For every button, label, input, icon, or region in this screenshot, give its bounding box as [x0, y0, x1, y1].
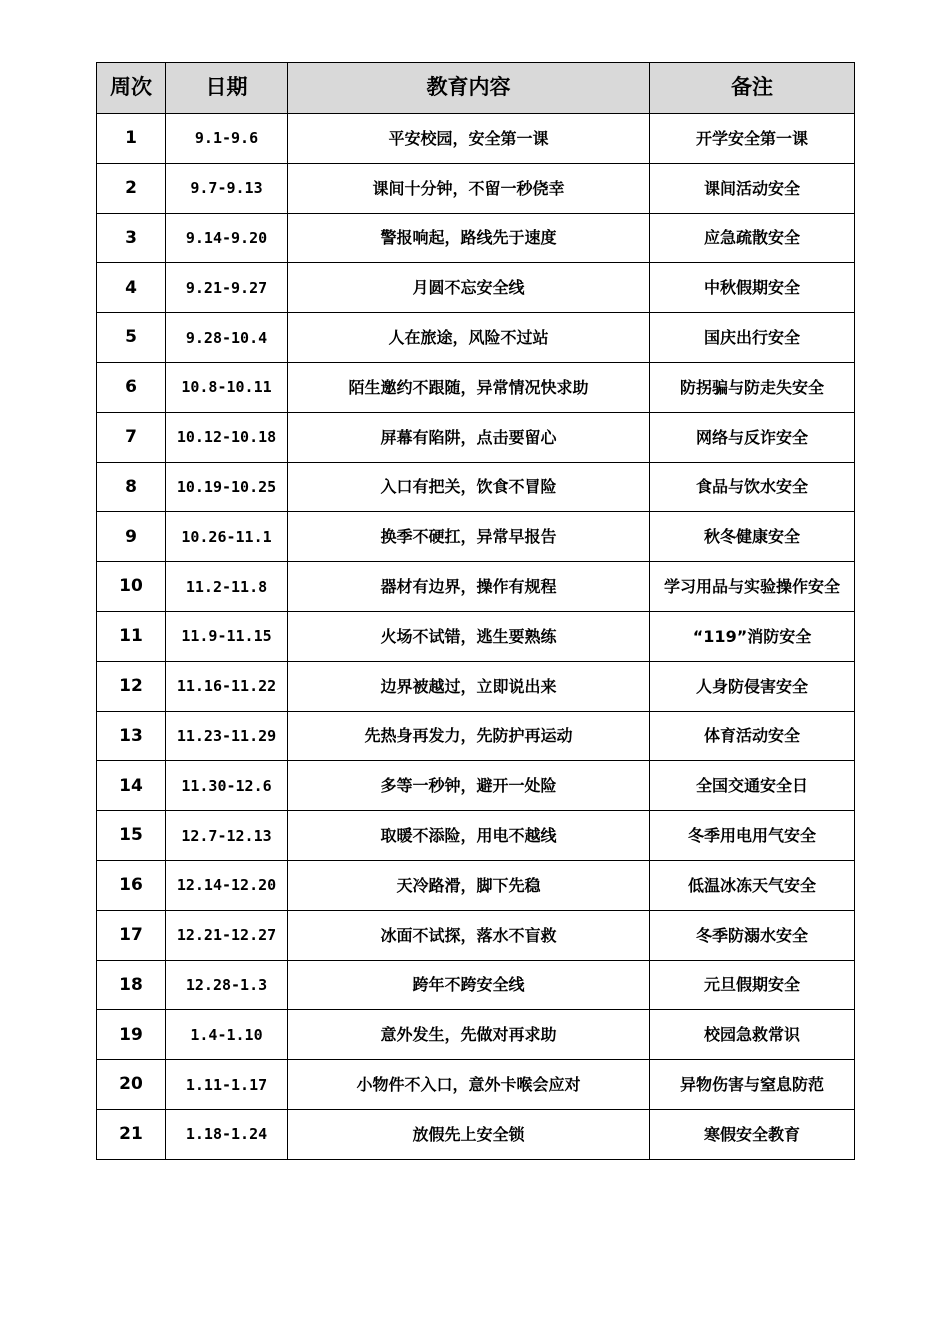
week-cell: 9: [97, 512, 166, 562]
table-row: [97, 960, 855, 1010]
note-cell: 开学安全第一课: [650, 114, 855, 164]
content-cell: 人在旅途，风险不过站: [288, 313, 650, 363]
content-cell: 课间十分钟，不留一秒侥幸: [288, 163, 650, 213]
date-cell: 9.28-10.4: [166, 313, 288, 363]
date-cell: 12.28-1.3: [166, 960, 288, 1010]
table-row: [97, 313, 855, 363]
note-cell: 学习用品与实验操作安全: [650, 562, 855, 612]
content-cell: 跨年不跨安全线: [288, 960, 650, 1010]
week-cell: 18: [97, 960, 166, 1010]
table-row: [97, 263, 855, 313]
date-cell: 9.14-9.20: [166, 213, 288, 263]
table-header: [97, 63, 855, 114]
table-row: [97, 512, 855, 562]
date-cell: 12.14-12.20: [166, 860, 288, 910]
table-row: [97, 163, 855, 213]
week-cell: 19: [97, 1010, 166, 1060]
content-cell: 陌生邀约不跟随，异常情况快求助: [288, 362, 650, 412]
week-cell: 20: [97, 1060, 166, 1110]
note-cell: 体育活动安全: [650, 711, 855, 761]
note-cell: 寒假安全教育: [650, 1109, 855, 1159]
week-cell: 13: [97, 711, 166, 761]
table-row: [97, 910, 855, 960]
table-row: [97, 860, 855, 910]
content-cell: 冰面不试探，落水不盲救: [288, 910, 650, 960]
week-cell: 6: [97, 362, 166, 412]
content-cell: 边界被越过，立即说出来: [288, 661, 650, 711]
note-cell: 中秋假期安全: [650, 263, 855, 313]
safety-education-schedule-table: [96, 62, 855, 1160]
date-cell: 12.21-12.27: [166, 910, 288, 960]
table-row: [97, 412, 855, 462]
table-row: [97, 661, 855, 711]
week-cell: 15: [97, 811, 166, 861]
content-cell: 天冷路滑，脚下先稳: [288, 860, 650, 910]
content-cell: 警报响起，路线先于速度: [288, 213, 650, 263]
note-cell: 应急疏散安全: [650, 213, 855, 263]
date-cell: 9.7-9.13: [166, 163, 288, 213]
note-cell: “119”消防安全: [650, 611, 855, 661]
week-cell: 14: [97, 761, 166, 811]
date-cell: 11.16-11.22: [166, 661, 288, 711]
note-cell: 冬季用电用气安全: [650, 811, 855, 861]
week-cell: 21: [97, 1109, 166, 1159]
date-cell: 12.7-12.13: [166, 811, 288, 861]
date-cell: 11.2-11.8: [166, 562, 288, 612]
table-row: [97, 761, 855, 811]
note-cell: 秋冬健康安全: [650, 512, 855, 562]
week-cell: 5: [97, 313, 166, 363]
date-cell: 11.30-12.6: [166, 761, 288, 811]
table-row: [97, 611, 855, 661]
table-row: [97, 462, 855, 512]
content-cell: 多等一秒钟，避开一处险: [288, 761, 650, 811]
note-cell: 元旦假期安全: [650, 960, 855, 1010]
content-cell: 火场不试错，逃生要熟练: [288, 611, 650, 661]
week-cell: 4: [97, 263, 166, 313]
table-row: [97, 811, 855, 861]
content-cell: 先热身再发力，先防护再运动: [288, 711, 650, 761]
note-cell: 异物伤害与窒息防范: [650, 1060, 855, 1110]
date-cell: 10.19-10.25: [166, 462, 288, 512]
note-cell: 国庆出行安全: [650, 313, 855, 363]
date-cell: 1.18-1.24: [166, 1109, 288, 1159]
note-cell: 全国交通安全日: [650, 761, 855, 811]
note-cell: 防拐骗与防走失安全: [650, 362, 855, 412]
week-cell: 16: [97, 860, 166, 910]
note-cell: 人身防侵害安全: [650, 661, 855, 711]
week-cell: 12: [97, 661, 166, 711]
table-row: [97, 114, 855, 164]
note-cell: 食品与饮水安全: [650, 462, 855, 512]
note-cell: 网络与反诈安全: [650, 412, 855, 462]
date-cell: 10.8-10.11: [166, 362, 288, 412]
week-cell: 17: [97, 910, 166, 960]
table-row: [97, 213, 855, 263]
content-cell: 换季不硬扛，异常早报告: [288, 512, 650, 562]
content-cell: 放假先上安全锁: [288, 1109, 650, 1159]
header-date: 日期: [166, 63, 288, 114]
week-cell: 7: [97, 412, 166, 462]
content-cell: 屏幕有陷阱，点击要留心: [288, 412, 650, 462]
week-cell: 2: [97, 163, 166, 213]
week-cell: 11: [97, 611, 166, 661]
note-cell: 课间活动安全: [650, 163, 855, 213]
table-row: [97, 1010, 855, 1060]
date-cell: 11.9-11.15: [166, 611, 288, 661]
header-week: 周次: [97, 63, 166, 114]
table-row: [97, 1109, 855, 1159]
content-cell: 意外发生，先做对再求助: [288, 1010, 650, 1060]
content-cell: 月圆不忘安全线: [288, 263, 650, 313]
table-row: [97, 562, 855, 612]
date-cell: 9.1-9.6: [166, 114, 288, 164]
content-cell: 小物件不入口，意外卡喉会应对: [288, 1060, 650, 1110]
week-cell: 3: [97, 213, 166, 263]
content-cell: 器材有边界，操作有规程: [288, 562, 650, 612]
note-cell: 低温冰冻天气安全: [650, 860, 855, 910]
date-cell: 11.23-11.29: [166, 711, 288, 761]
date-cell: 1.4-1.10: [166, 1010, 288, 1060]
week-cell: 1: [97, 114, 166, 164]
table-row: [97, 362, 855, 412]
table-body: [97, 114, 855, 1160]
date-cell: 1.11-1.17: [166, 1060, 288, 1110]
note-cell: 冬季防溺水安全: [650, 910, 855, 960]
date-cell: 10.12-10.18: [166, 412, 288, 462]
table-row: [97, 1060, 855, 1110]
content-cell: 入口有把关，饮食不冒险: [288, 462, 650, 512]
header-note: 备注: [650, 63, 855, 114]
content-cell: 取暖不添险，用电不越线: [288, 811, 650, 861]
date-cell: 10.26-11.1: [166, 512, 288, 562]
note-cell: 校园急救常识: [650, 1010, 855, 1060]
date-cell: 9.21-9.27: [166, 263, 288, 313]
header-content: 教育内容: [288, 63, 650, 114]
content-cell: 平安校园，安全第一课: [288, 114, 650, 164]
header-row: [97, 63, 855, 114]
week-cell: 10: [97, 562, 166, 612]
table-row: [97, 711, 855, 761]
week-cell: 8: [97, 462, 166, 512]
